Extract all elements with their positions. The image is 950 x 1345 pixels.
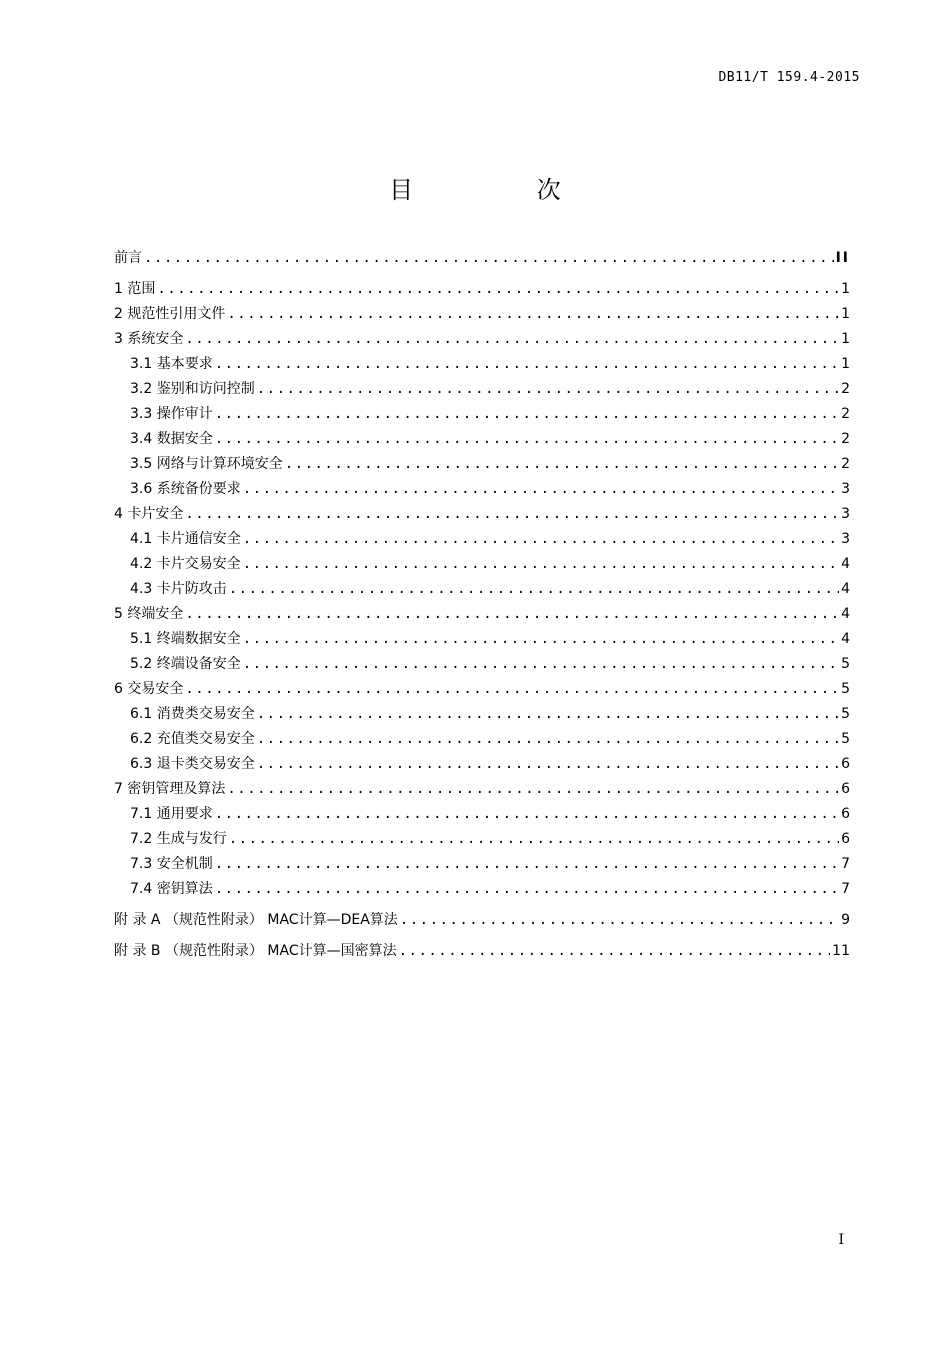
toc-section-entry[interactable] <box>114 939 850 964</box>
toc-leader-dots <box>215 402 839 427</box>
toc-subsection-entry[interactable] <box>114 627 850 652</box>
toc-leader-dots <box>157 277 839 302</box>
toc-entry-page: 6 <box>841 831 850 847</box>
toc-entry-label: 4 卡片安全 <box>114 506 184 522</box>
toc-entry-page: 1 <box>841 356 850 372</box>
toc-leader-dots <box>185 677 839 702</box>
toc-entry-page: 7 <box>841 881 850 897</box>
toc-section-entry[interactable] <box>114 602 850 627</box>
toc-subsection-entry[interactable] <box>114 477 850 502</box>
page-number: I <box>838 1232 844 1248</box>
toc-entry-label: 4.2 卡片交易安全 <box>130 556 241 572</box>
toc-section-entry[interactable] <box>114 277 850 302</box>
toc-entry-label: 6.1 消费类交易安全 <box>130 706 255 722</box>
toc-section-entry[interactable] <box>114 677 850 702</box>
toc-subsection-entry[interactable] <box>114 877 850 902</box>
toc-leader-dots <box>185 502 839 527</box>
toc-entry-label: 2 规范性引用文件 <box>114 306 226 322</box>
toc-entry-page: 2 <box>841 406 850 422</box>
toc-entry-label: 5.1 终端数据安全 <box>130 631 241 647</box>
toc-leader-dots <box>185 327 839 352</box>
toc-leader-dots <box>227 302 839 327</box>
toc-entry-label: 1 范围 <box>114 281 156 297</box>
toc-entry-label: 6 交易安全 <box>114 681 184 697</box>
toc-entry-page: 4 <box>841 556 850 572</box>
toc-leader-dots <box>257 702 839 727</box>
toc-entry-label: 3.1 基本要求 <box>130 356 213 372</box>
toc-section-entry[interactable] <box>114 502 850 527</box>
toc-leader-dots <box>185 602 839 627</box>
toc-entry-page: 11 <box>832 943 850 959</box>
toc-entry-page: 7 <box>841 856 850 872</box>
toc-leader-dots <box>243 477 839 502</box>
toc-entry-page: 5 <box>841 731 850 747</box>
toc-leader-dots <box>229 577 839 602</box>
toc-entry-label: 4.1 卡片通信安全 <box>130 531 241 547</box>
toc-leader-dots <box>257 377 839 402</box>
toc-entry-label: 7.1 通用要求 <box>130 806 213 822</box>
toc-entry-page: 5 <box>841 681 850 697</box>
toc-title: 目 次 <box>389 176 619 204</box>
toc-subsection-entry[interactable] <box>114 702 850 727</box>
toc-entry-label: 3.2 鉴别和访问控制 <box>130 381 255 397</box>
toc-section-entry[interactable] <box>114 908 850 933</box>
toc-entry-page: 5 <box>841 706 850 722</box>
toc-leader-dots <box>257 727 839 752</box>
toc-entry-page: 6 <box>841 806 850 822</box>
toc-entry-label: 5 终端安全 <box>114 606 184 622</box>
toc-leader-dots <box>215 427 839 452</box>
toc-subsection-entry[interactable] <box>114 652 850 677</box>
toc-leader-dots <box>285 452 839 477</box>
toc-section-entry[interactable] <box>114 327 850 352</box>
toc-entry-label: 3.3 操作审计 <box>130 406 213 422</box>
toc-leader-dots <box>243 527 839 552</box>
toc-entry-page: 1 <box>841 306 850 322</box>
toc-section-entry[interactable] <box>114 777 850 802</box>
toc-entry-label: 7.4 密钥算法 <box>130 881 213 897</box>
toc-entry-label: 5.2 终端设备安全 <box>130 656 241 672</box>
toc-entry-label: 3.6 系统备份要求 <box>130 481 241 497</box>
toc-entry-page: 5 <box>841 656 850 672</box>
toc-subsection-entry[interactable] <box>114 727 850 752</box>
toc-leader-dots <box>215 852 839 877</box>
toc-subsection-entry[interactable] <box>114 402 850 427</box>
toc-entry-page: II <box>835 250 850 266</box>
toc-subsection-entry[interactable] <box>114 427 850 452</box>
toc-leader-dots <box>215 352 839 377</box>
toc-entry-page: 9 <box>841 912 850 928</box>
toc-leader-dots <box>227 777 839 802</box>
toc-leader-dots <box>229 827 839 852</box>
toc-entry-label: 3 系统安全 <box>114 331 184 347</box>
toc-leader-dots <box>243 627 839 652</box>
toc-entry-label: 附 录 B （规范性附录） MAC计算—国密算法 <box>114 943 397 959</box>
toc-entry-page: 4 <box>841 606 850 622</box>
toc-section-entry[interactable] <box>114 246 850 271</box>
toc-entry-page: 1 <box>841 281 850 297</box>
toc-subsection-entry[interactable] <box>114 852 850 877</box>
toc-subsection-entry[interactable] <box>114 827 850 852</box>
toc-subsection-entry[interactable] <box>114 452 850 477</box>
toc-leader-dots <box>243 552 839 577</box>
toc-entry-page: 6 <box>841 781 850 797</box>
toc-entry-page: 1 <box>841 331 850 347</box>
toc-subsection-entry[interactable] <box>114 352 850 377</box>
toc-entry-page: 3 <box>841 531 850 547</box>
toc-entry-label: 4.3 卡片防攻击 <box>130 581 227 597</box>
toc-subsection-entry[interactable] <box>114 552 850 577</box>
toc-entry-page: 2 <box>841 431 850 447</box>
toc-entry-label: 附 录 A （规范性附录） MAC计算—DEA算法 <box>114 912 398 928</box>
toc-subsection-entry[interactable] <box>114 802 850 827</box>
toc-leader-dots <box>400 908 839 933</box>
toc-entry-page: 2 <box>841 381 850 397</box>
toc-entry-label: 6.2 充值类交易安全 <box>130 731 255 747</box>
toc-entry-label: 3.4 数据安全 <box>130 431 213 447</box>
toc-section-entry[interactable] <box>114 302 850 327</box>
toc-entry-label: 7.3 安全机制 <box>130 856 213 872</box>
document-code: DB11/T 159.4-2015 <box>718 70 860 85</box>
toc-subsection-entry[interactable] <box>114 527 850 552</box>
toc-entry-label: 7.2 生成与发行 <box>130 831 227 847</box>
toc-entry-page: 4 <box>841 581 850 597</box>
toc-entry-page: 4 <box>841 631 850 647</box>
toc-entry-label: 3.5 网络与计算环境安全 <box>130 456 283 472</box>
toc-leader-dots <box>257 752 839 777</box>
table-of-contents <box>114 246 850 964</box>
toc-entry-label: 7 密钥管理及算法 <box>114 781 226 797</box>
toc-subsection-entry[interactable] <box>114 377 850 402</box>
toc-leader-dots <box>399 939 831 964</box>
toc-entry-page: 3 <box>841 506 850 522</box>
toc-entry-label: 6.3 退卡类交易安全 <box>130 756 255 772</box>
toc-entry-page: 3 <box>841 481 850 497</box>
toc-subsection-entry[interactable] <box>114 752 850 777</box>
toc-leader-dots <box>144 246 834 271</box>
toc-entry-label: 前言 <box>114 250 142 266</box>
toc-entry-page: 6 <box>841 756 850 772</box>
toc-leader-dots <box>243 652 839 677</box>
toc-subsection-entry[interactable] <box>114 577 850 602</box>
toc-entry-page: 2 <box>841 456 850 472</box>
toc-leader-dots <box>215 877 839 902</box>
toc-leader-dots <box>215 802 839 827</box>
